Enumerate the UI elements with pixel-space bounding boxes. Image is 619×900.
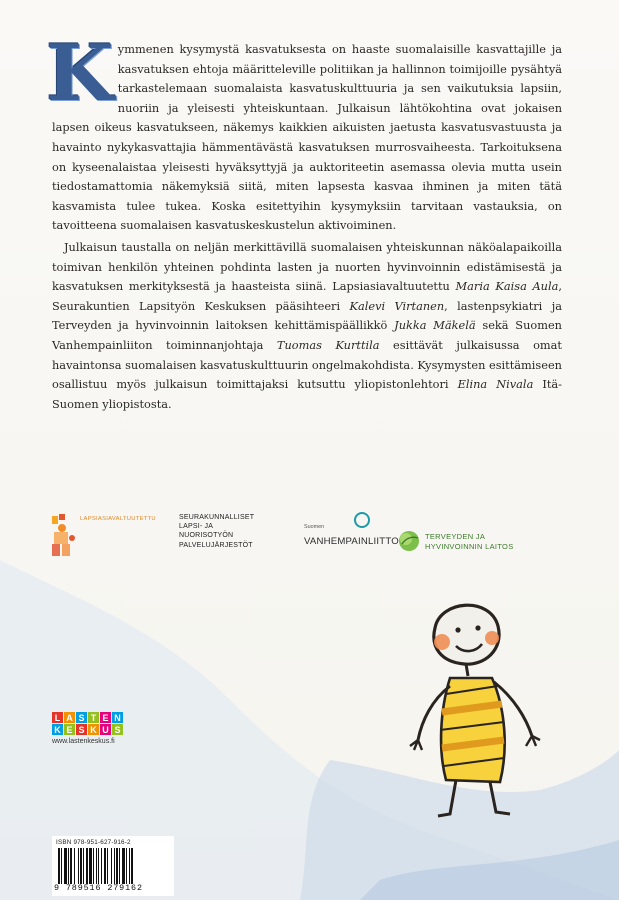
author-name: Tuomas Kurttila [276, 337, 380, 352]
barcode-bar [129, 848, 130, 884]
barcode-bar [116, 848, 118, 884]
thl-label: TERVEYDEN JA HYVINVOINNIN LAITOS [425, 532, 514, 551]
child-drawing-illustration [380, 590, 580, 820]
author-name: Kalevi Virtanen [349, 298, 445, 313]
barcode-bars-icon [58, 848, 168, 884]
barcode-bar [96, 848, 97, 884]
barcode-bar [86, 848, 88, 884]
barcode-bar [122, 848, 125, 884]
barcode-bar [89, 848, 92, 884]
partner-logos: LAPSIASIAVALTUUTETTU SEURAKUNNALLISET LAPSI- JA NUORISOTYÖN PALVELUJÄRJESTÖT Suomen VANHEMPAINLIITTO TERVEYDEN JA HYVINVOINNIN LAITOS [0, 508, 619, 568]
barcode-bar [98, 848, 99, 884]
lasten-row: L A S T E N [52, 712, 123, 723]
isbn-digits: 9 789516 279162 [54, 883, 143, 893]
barcode-bar [83, 848, 84, 884]
paragraph-1: Kymmenen kysymystä kasvatuksesta on haaste suomalaisille kasvattajille ja kasvatuksen ehtoja määritteleville politiikan ja hallinnon toimijoille pysähtyä tarkastelemaan suomalaista kasvatuskulttuuria ja sen vaikutuksia lapsiin, nuoriin ja yleisesti yhteiskuntaan. Julkaisun lähtökohtina ovat jokaisen lapsen oikeus kasvatukseen, näkemys kaikkien aikuisten jaetusta kasvatusvastuusta ja havainto nykykasvattajia hämmentävästä kasvatuksen murrosvaiheesta. Tarkoituksena on kyseenalaistaa yleisesti hyväksyttyjä ja auktoriteetin asemassa olevia mutta usein tiedostamattomia näkemyksiä siitä, miten lapsesta kasvaa ihminen ja miten tätä kasvamista tulee tukea. Koska esitettyihin kysymyksiin tarvitaan vastauksia, on tavoitteena suomalaisen kasvatuskeskustelun aktivoiminen. [46, 28, 562, 233]
barcode-bar [64, 848, 67, 884]
publisher-url: www.lastenkeskus.fi [52, 738, 115, 745]
back-cover-text [46, 28, 562, 414]
barcode-bar [80, 848, 82, 884]
barcode-bar [131, 848, 133, 884]
keskus-row: K E S K U S [52, 724, 123, 735]
drop-cap: K [46, 28, 114, 119]
barcode-bar [74, 848, 75, 884]
paragraph-2: Julkaisun taustalla on neljän merkittävillä suomalaisen yhteiskunnan näköalapaikoilla toimivan henkilön yhteinen pohdinta lasten ja nuorten hyvinvoinnin edistämisestä ja kasvatuksen merkityksestä ja haasteista siinä. Lapsiasiavaltuutettu Maria Kaisa Aula, Seurakuntien Lapsityön Keskuksen pääsihteeri Kalevi Virtanen, lastenpsykiatri ja Terveyden ja hyvinvoinnin laitoksen kehittämispäällikkö Jukka Mäkelä sekä Suomen Vanhempainliiton toiminnanjohtaja Tuomas Kurttila esittävät julkaisussa omat havaintonsa suomalaisen kasvatuskulttuurin ongelmakohdista. Kysymysten esittämiseen osallistuu myös julkaisun toimittajaksi kutsuttu yliopistonlehtori Elina Nivala Itä-Suomen yliopistosta. [52, 239, 562, 411]
barcode-bar [104, 848, 106, 884]
barcode-bar [70, 848, 72, 884]
author-name: Maria Kaisa Aula [455, 279, 559, 294]
lapsiasiavaltuutettu-label: LAPSIASIAVALTUUTETTU [80, 516, 156, 522]
thl-leaf-icon [398, 530, 420, 552]
barcode-bar [107, 848, 108, 884]
lasten-keskus-logo [52, 712, 123, 745]
vanhempainliitto-ring-icon [354, 512, 370, 528]
barcode-bar [119, 848, 120, 884]
barcode-bar [101, 848, 102, 884]
lapsiasiavaltuutettu-logo-icon [52, 514, 78, 558]
barcode-bar [114, 848, 115, 884]
isbn-text: ISBN 978-951-627-916-2 [56, 839, 131, 846]
barcode-bar [58, 848, 60, 884]
isbn-barcode [52, 836, 174, 896]
author-name: Jukka Mäkelä [394, 318, 476, 333]
barcode-bar [111, 848, 112, 884]
barcode-bar [126, 848, 127, 884]
editor-name: Elina Nivala [457, 377, 534, 392]
barcode-bar [93, 848, 94, 884]
barcode-bar [68, 848, 69, 884]
barcode-bar [61, 848, 62, 884]
barcode-bar [78, 848, 79, 884]
seurakunnalliset-logo: SEURAKUNNALLISET LAPSI- JA NUORISOTYÖN PALVELUJÄRJESTÖT [179, 514, 255, 549]
